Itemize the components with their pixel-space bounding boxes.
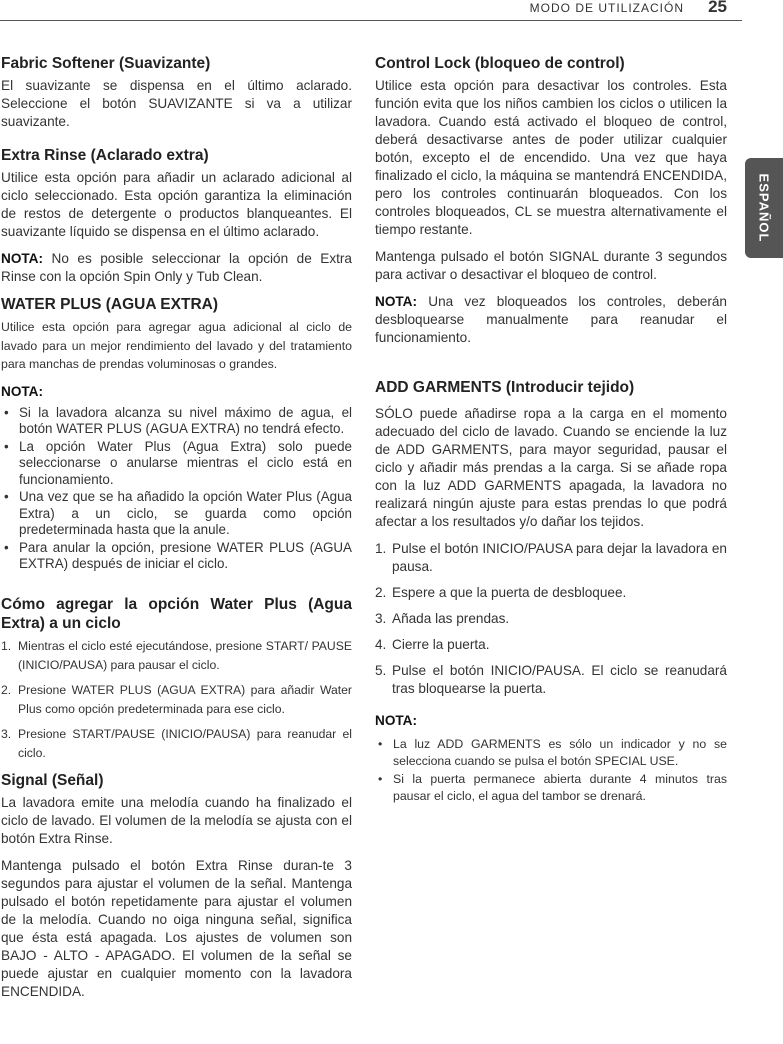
right-column [375, 54, 727, 813]
fabric-softener-title: Fabric Softener (Suavizante) [1, 55, 211, 72]
list-item: 4. Cierre la puerta. [375, 637, 490, 652]
add-garments-body: SÓLO puede añadirse ropa a la carga en el momento adecuado del ciclo de lavado. Cuando se enciende la luz de ADD GARMENTS, para mayor seguridad, pausar el ciclo y añadir más prendas a la carga. Si se añade ropa con la luz ADD GARMENTS apagada, la lavadora no realizará ningún ajuste para estas prendas lo que podrá afectar a los resultados y/o dañar los tejidos. [375, 406, 727, 529]
extra-rinse-section [1, 146, 352, 286]
list-item: • Para anular la opción, presione WATER PLUS (AGUA EXTRA) después de iniciar el ciclo. [1, 540, 352, 573]
control-lock-title: Control Lock (bloqueo de control) [375, 55, 625, 72]
page-number: 25 [708, 0, 727, 16]
list-item: 5. Pulse el botón INICIO/PAUSA. El ciclo se reanudará tras bloquearse la puerta. [375, 663, 727, 696]
fabric-softener-body: El suavizante se dispensa en el último aclarado. Seleccione el botón SUAVIZANTE si va a utilizar suavizante. [1, 78, 352, 129]
extra-rinse-note [1, 250, 352, 286]
extra-rinse-body: Utilice esta opción para añadir un aclarado adicional al ciclo seleccionado. Esta opción garantiza la eliminación de restos de detergente o productos blanqueantes. El suavizante líquido se dispensa en el último aclarado. [1, 170, 352, 239]
list-item: • La luz ADD GARMENTS es sólo un indicador y no se selecciona cuando se pulsa el botón SPECIAL USE. [375, 736, 727, 770]
add-garments-steps [375, 540, 727, 698]
how-to-add-steps [1, 637, 352, 763]
add-garments-note-label: NOTA: [375, 713, 418, 728]
control-lock-section [375, 54, 727, 347]
add-garments-section [375, 378, 727, 805]
water-plus-note-list [1, 405, 352, 573]
control-lock-body-1: Utilice esta opción para desactivar los controles. Esta función evita que los niños cambien los ciclos o utilicen la lavadora. Cuando está activado el bloqueo de control, deberá desactivarse antes de poder utilizar cualquier botón, excepto el de encendido. Una vez que haya finalizado el ciclo, la máquina se mantendrá ENCENDIDA, pero los controles continuarán bloqueados. Con los controles bloqueados, CL se muestra alternativamente el tiempo restante. [375, 78, 727, 237]
control-lock-body-2: Mantenga pulsado el botón SIGNAL durante 3 segundos para activar o desactivar el bloqueo de control. [375, 249, 727, 282]
list-item: • La opción Water Plus (Agua Extra) solo puede seleccionarse o anularse mientras el ciclo está en funcionamiento. [1, 439, 352, 489]
note-label: NOTA: [375, 294, 418, 309]
list-item: 2. Espere a que la puerta de desbloquee. [375, 585, 627, 600]
list-item: • Si la lavadora alcanza su nivel máximo de agua, el botón WATER PLUS (AGUA EXTRA) no tendrá efecto. [1, 405, 352, 438]
control-lock-note-text: Una vez bloqueados los controles, deberán desbloquearse manualmente para reanudar el funcionamiento. [375, 294, 727, 345]
add-garments-title: ADD GARMENTS (Introducir tejido) [375, 379, 635, 396]
left-column [1, 54, 352, 1010]
list-item: • Una vez que se ha añadido la opción Water Plus (Agua Extra) a un ciclo, se guarda como opción predeterminada hasta que la anule. [1, 489, 352, 539]
list-item: 2. Presione WATER PLUS (AGUA EXTRA) para añadir Water Plus como opción predeterminada para ese ciclo. [1, 682, 352, 716]
how-to-add-title: Cómo agregar la opción Water Plus (Agua Extra) a un ciclo [1, 595, 352, 632]
signal-body-2: Mantenga pulsado el botón Extra Rinse duran-te 3 segundos para ajustar el volumen de la señal. Mantenga pulsado el botón repetidamente para ajustar el volumen de la melodía. Cuando no oiga ninguna señal, significa que ésta está apagada. Los ajustes de volumen son BAJO - ALTO - APAGADO. El volumen de la señal se puede ajustar en cualquier momento con la lavadora ENCENDIDA. [1, 857, 352, 999]
signal-section [1, 771, 352, 1001]
list-item: • Si la puerta permanece abierta durante 4 minutos tras pausar el ciclo, el agua del tambor se drenará. [375, 771, 727, 805]
language-tab-label: ESPAÑOL [756, 173, 772, 243]
water-plus-note-label: NOTA: [1, 383, 44, 399]
water-plus-section [1, 295, 352, 573]
signal-title: Signal (Señal) [1, 771, 104, 789]
section-title: MODO DE UTILIZACIÓN [529, 1, 684, 15]
list-item: 1. Pulse el botón INICIO/PAUSA para dejar la lavadora en pausa. [375, 541, 727, 574]
water-plus-body: Utilice esta opción para agregar agua adicional al ciclo de lavado para un mejor rendimiento del lavado y del tratamiento para manchas de prendas voluminosas o grandes. [1, 320, 352, 371]
control-lock-note [375, 293, 727, 347]
water-plus-title: WATER PLUS (AGUA EXTRA) [1, 296, 218, 313]
page-header [0, 0, 742, 21]
fabric-softener-section [1, 54, 352, 131]
list-item: 3. Añada las prendas. [375, 611, 510, 626]
extra-rinse-note-text: No es posible seleccionar la opción de Extra Rinse con la opción Spin Only y Tub Clean. [1, 251, 352, 284]
how-to-add-section [1, 595, 352, 763]
signal-body-1: La lavadora emite una melodía cuando ha finalizado el ciclo de lavado. El volumen de la melodía se ajusta con el botón Extra Rinse. [1, 794, 352, 846]
extra-rinse-title: Extra Rinse (Aclarado extra) [1, 147, 209, 164]
note-label: NOTA: [1, 251, 44, 266]
list-item: 1. Mientras el ciclo esté ejecutándose, presione START/ PAUSE (INICIO/PAUSA) para pausar el ciclo. [1, 638, 352, 672]
list-item: 3. Presione START/PAUSE (INICIO/PAUSA) para reanudar el ciclo. [1, 726, 352, 760]
language-tab [745, 158, 783, 258]
add-garments-note-list [375, 736, 727, 805]
